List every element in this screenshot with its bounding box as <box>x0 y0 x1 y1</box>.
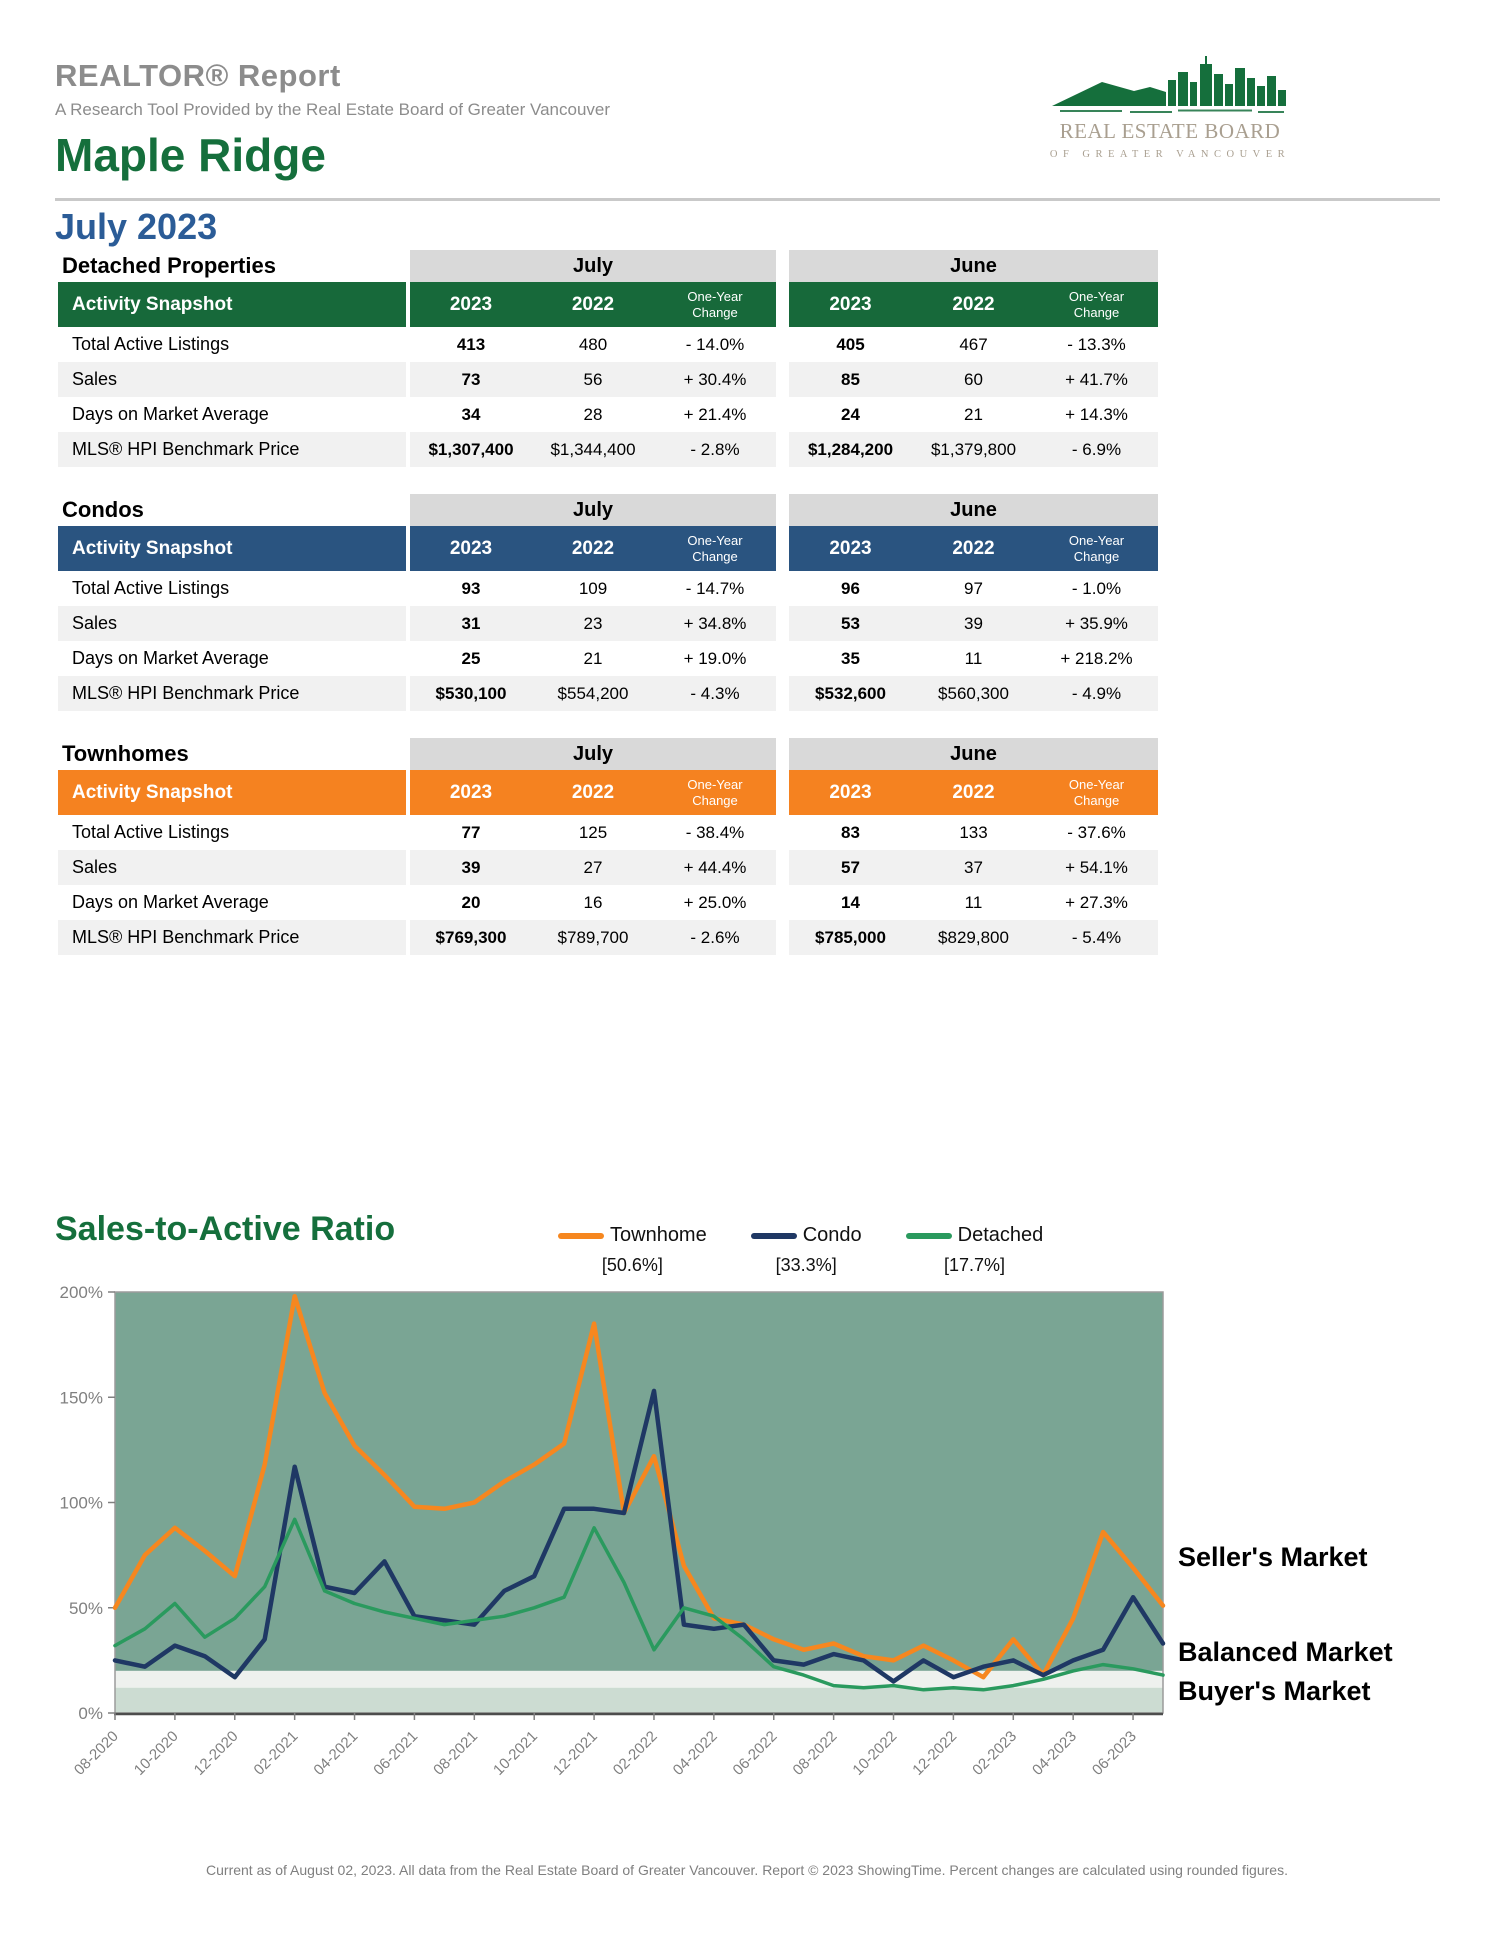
value-june-2023: 57 <box>789 850 912 885</box>
value-june-2022: 133 <box>912 815 1035 850</box>
row-label: Total Active Listings <box>58 571 406 606</box>
row-label: Sales <box>58 606 406 641</box>
value-june-change: + 54.1% <box>1035 850 1158 885</box>
table-row <box>58 432 1158 467</box>
value-june-2023: $1,284,200 <box>789 432 912 467</box>
activity-snapshot-label: Activity Snapshot <box>58 282 406 327</box>
y-tick-label: 50% <box>68 1598 103 1618</box>
activity-snapshot-label: Activity Snapshot <box>58 526 406 571</box>
value-july-2022: 21 <box>532 641 654 676</box>
section-header-row <box>58 494 1158 526</box>
svg-text:REAL ESTATE BOARD: REAL ESTATE BOARD <box>1059 119 1281 143</box>
value-june-2023: $785,000 <box>789 920 912 955</box>
section-header-row <box>58 250 1158 282</box>
activity-snapshot-label: Activity Snapshot <box>58 770 406 815</box>
x-tick-label: 08-2022 <box>789 1727 841 1779</box>
month-group-july: July <box>410 738 776 770</box>
value-june-change: - 4.9% <box>1035 676 1158 711</box>
y-tick-label: 0% <box>78 1704 103 1723</box>
value-june-2023: 96 <box>789 571 912 606</box>
value-june-change: + 35.9% <box>1035 606 1158 641</box>
value-june-2022: 39 <box>912 606 1035 641</box>
y-tick-label: 150% <box>59 1388 103 1408</box>
table-row <box>58 850 1158 885</box>
value-july-2022: 109 <box>532 571 654 606</box>
activity-snapshot-row <box>58 526 1158 571</box>
divider <box>55 198 1440 201</box>
table-row <box>58 571 1158 606</box>
value-july-2023: 25 <box>410 641 532 676</box>
value-june-2023: 35 <box>789 641 912 676</box>
value-july-2022: 125 <box>532 815 654 850</box>
x-tick-label: 06-2023 <box>1088 1727 1140 1779</box>
value-july-change: - 14.0% <box>654 327 776 362</box>
balanced-market-label: Balanced Market <box>1178 1637 1393 1667</box>
col-header-one-year-change: One-Year Change <box>1035 526 1158 571</box>
value-july-change: - 4.3% <box>654 676 776 711</box>
col-header-one-year-change: One-Year Change <box>654 526 776 571</box>
col-header-2023: 2023 <box>410 770 532 815</box>
x-tick-label: 02-2021 <box>250 1727 302 1779</box>
report-subtitle: A Research Tool Provided by the Real Estate Board of Greater Vancouver <box>55 100 611 119</box>
x-tick-label: 04-2021 <box>310 1727 362 1779</box>
x-tick-label: 12-2021 <box>549 1727 601 1779</box>
legend-item-detached <box>906 1224 1044 1276</box>
value-july-2022: 28 <box>532 397 654 432</box>
value-july-2023: 93 <box>410 571 532 606</box>
col-header-2023: 2023 <box>789 770 912 815</box>
activity-snapshot-row <box>58 282 1158 327</box>
value-july-2022: $1,344,400 <box>532 432 654 467</box>
value-july-2022: 27 <box>532 850 654 885</box>
area-title: Maple Ridge <box>55 129 326 181</box>
value-june-change: - 5.4% <box>1035 920 1158 955</box>
value-july-change: - 2.6% <box>654 920 776 955</box>
col-header-2022: 2022 <box>532 282 654 327</box>
value-june-change: - 13.3% <box>1035 327 1158 362</box>
value-july-change: - 14.7% <box>654 571 776 606</box>
row-label: MLS® HPI Benchmark Price <box>58 676 406 711</box>
value-june-2022: 37 <box>912 850 1035 885</box>
plot-border <box>115 1292 1163 1713</box>
table-row <box>58 885 1158 920</box>
x-tick-label: 02-2023 <box>969 1727 1021 1779</box>
activity-snapshot-row <box>58 770 1158 815</box>
value-july-change: + 25.0% <box>654 885 776 920</box>
row-label: MLS® HPI Benchmark Price <box>58 432 406 467</box>
legend-series-name: Townhome <box>610 1224 707 1246</box>
value-june-2023: 85 <box>789 362 912 397</box>
value-july-2023: 34 <box>410 397 532 432</box>
value-july-2022: 16 <box>532 885 654 920</box>
row-label: Days on Market Average <box>58 641 406 676</box>
value-june-2023: 405 <box>789 327 912 362</box>
x-tick-label: 04-2022 <box>669 1727 721 1779</box>
value-june-2023: $532,600 <box>789 676 912 711</box>
value-july-2023: 77 <box>410 815 532 850</box>
chart-legend <box>558 1224 1043 1276</box>
buyers-market-label: Buyer's Market <box>1178 1676 1371 1706</box>
condos-table <box>58 494 1158 711</box>
col-header-2022: 2022 <box>912 770 1035 815</box>
value-july-2022: 480 <box>532 327 654 362</box>
col-header-2022: 2022 <box>532 526 654 571</box>
legend-line-swatch <box>558 1233 604 1239</box>
value-june-change: + 218.2% <box>1035 641 1158 676</box>
row-label: Sales <box>58 362 406 397</box>
value-june-2022: $829,800 <box>912 920 1035 955</box>
table-row <box>58 920 1158 955</box>
value-june-2022: 467 <box>912 327 1035 362</box>
vancouver-skyline-icon <box>1050 54 1290 168</box>
x-tick-label: 12-2022 <box>909 1727 961 1779</box>
value-june-2023: 83 <box>789 815 912 850</box>
x-tick-label: 10-2020 <box>130 1727 182 1779</box>
table-row <box>58 397 1158 432</box>
value-july-change: + 19.0% <box>654 641 776 676</box>
chart-line-detached <box>115 1519 1163 1690</box>
table-row <box>58 676 1158 711</box>
value-july-2023: $530,100 <box>410 676 532 711</box>
value-june-change: - 1.0% <box>1035 571 1158 606</box>
band-seller-s-market <box>115 1292 1163 1671</box>
x-tick-label: 10-2021 <box>490 1727 542 1779</box>
value-june-change: - 37.6% <box>1035 815 1158 850</box>
value-june-2023: 53 <box>789 606 912 641</box>
x-tick-label: 10-2022 <box>849 1727 901 1779</box>
value-july-change: + 44.4% <box>654 850 776 885</box>
value-june-2022: 21 <box>912 397 1035 432</box>
detached-table <box>58 250 1158 467</box>
section-title: Townhomes <box>62 741 189 766</box>
svg-text:OF GREATER VANCOUVER: OF GREATER VANCOUVER <box>1050 149 1290 160</box>
value-july-2022: $554,200 <box>532 676 654 711</box>
value-july-2023: 39 <box>410 850 532 885</box>
col-header-2023: 2023 <box>410 282 532 327</box>
col-header-2023: 2023 <box>789 526 912 571</box>
value-june-2022: 11 <box>912 885 1035 920</box>
x-tick-label: 08-2020 <box>70 1727 122 1779</box>
value-july-2022: 56 <box>532 362 654 397</box>
col-header-one-year-change: One-Year Change <box>1035 282 1158 327</box>
x-tick-label: 08-2021 <box>430 1727 482 1779</box>
band-balanced-market <box>115 1671 1163 1688</box>
value-july-change: + 34.8% <box>654 606 776 641</box>
value-june-2022: 97 <box>912 571 1035 606</box>
section-title: Detached Properties <box>62 253 276 278</box>
month-group-june: June <box>789 494 1158 526</box>
footer-note: Current as of August 02, 2023. All data from the Real Estate Board of Greater Vancouver. Report © 2023 ShowingTime. Percent changes are calculated using rounded figures. <box>206 1862 1288 1878</box>
x-tick-label: 06-2022 <box>729 1727 781 1779</box>
legend-series-name: Detached <box>957 1224 1044 1246</box>
legend-line-swatch <box>751 1233 797 1239</box>
table-row <box>58 362 1158 397</box>
legend-item-townhome <box>558 1224 707 1276</box>
col-header-2022: 2022 <box>532 770 654 815</box>
value-july-change: - 38.4% <box>654 815 776 850</box>
row-label: Days on Market Average <box>58 885 406 920</box>
y-tick-label: 100% <box>59 1493 103 1513</box>
table-row <box>58 641 1158 676</box>
month-group-june: June <box>789 738 1158 770</box>
value-june-2023: 14 <box>789 885 912 920</box>
col-header-one-year-change: One-Year Change <box>654 282 776 327</box>
value-june-2023: 24 <box>789 397 912 432</box>
chart-title: Sales-to-Active Ratio <box>55 1210 396 1248</box>
x-tick-label: 12-2020 <box>190 1727 242 1779</box>
col-header-2023: 2023 <box>410 526 532 571</box>
table-row <box>58 815 1158 850</box>
x-tick-label: 04-2023 <box>1029 1727 1080 1779</box>
value-june-change: + 27.3% <box>1035 885 1158 920</box>
col-header-2022: 2022 <box>912 526 1035 571</box>
value-july-change: + 21.4% <box>654 397 776 432</box>
value-june-2022: $560,300 <box>912 676 1035 711</box>
band-buyer-s-market <box>115 1688 1163 1713</box>
period-title: July 2023 <box>55 206 218 247</box>
value-june-2022: 11 <box>912 641 1035 676</box>
x-tick-label: 02-2022 <box>609 1727 661 1779</box>
month-group-july: July <box>410 250 776 282</box>
legend-item-condo <box>751 1224 862 1276</box>
col-header-2022: 2022 <box>912 282 1035 327</box>
month-group-june: June <box>789 250 1158 282</box>
section-title: Condos <box>62 497 144 522</box>
section-header-row <box>58 738 1158 770</box>
chart-line-townhome <box>115 1296 1163 1677</box>
row-label: Total Active Listings <box>58 815 406 850</box>
value-july-change: + 30.4% <box>654 362 776 397</box>
chart-line-condo <box>115 1391 1163 1682</box>
report-title: REALTOR® Report <box>55 58 341 93</box>
value-july-2023: 20 <box>410 885 532 920</box>
value-june-change: + 41.7% <box>1035 362 1158 397</box>
month-group-july: July <box>410 494 776 526</box>
value-july-2022: 23 <box>532 606 654 641</box>
table-row <box>58 606 1158 641</box>
col-header-one-year-change: One-Year Change <box>654 770 776 815</box>
value-june-change: + 14.3% <box>1035 397 1158 432</box>
value-july-2023: $1,307,400 <box>410 432 532 467</box>
row-label: Sales <box>58 850 406 885</box>
rebgv-logo <box>1050 54 1290 168</box>
row-label: Total Active Listings <box>58 327 406 362</box>
x-tick-label: 06-2021 <box>370 1727 422 1779</box>
legend-current-ratio: [50.6%] <box>601 1255 663 1275</box>
townhomes-table <box>58 738 1158 955</box>
y-tick-label: 200% <box>59 1283 103 1302</box>
value-july-2023: 413 <box>410 327 532 362</box>
value-july-2022: $789,700 <box>532 920 654 955</box>
value-july-2023: $769,300 <box>410 920 532 955</box>
value-june-2022: 60 <box>912 362 1035 397</box>
value-june-2022: $1,379,800 <box>912 432 1035 467</box>
value-july-change: - 2.8% <box>654 432 776 467</box>
table-row <box>58 327 1158 362</box>
legend-current-ratio: [17.7%] <box>943 1255 1005 1275</box>
legend-current-ratio: [33.3%] <box>775 1255 837 1275</box>
value-july-2023: 31 <box>410 606 532 641</box>
row-label: MLS® HPI Benchmark Price <box>58 920 406 955</box>
legend-line-swatch <box>906 1233 952 1239</box>
value-june-change: - 6.9% <box>1035 432 1158 467</box>
col-header-one-year-change: One-Year Change <box>1035 770 1158 815</box>
value-july-2023: 73 <box>410 362 532 397</box>
sellers-market-label: Seller's Market <box>1178 1542 1368 1572</box>
row-label: Days on Market Average <box>58 397 406 432</box>
legend-series-name: Condo <box>802 1224 862 1246</box>
col-header-2023: 2023 <box>789 282 912 327</box>
